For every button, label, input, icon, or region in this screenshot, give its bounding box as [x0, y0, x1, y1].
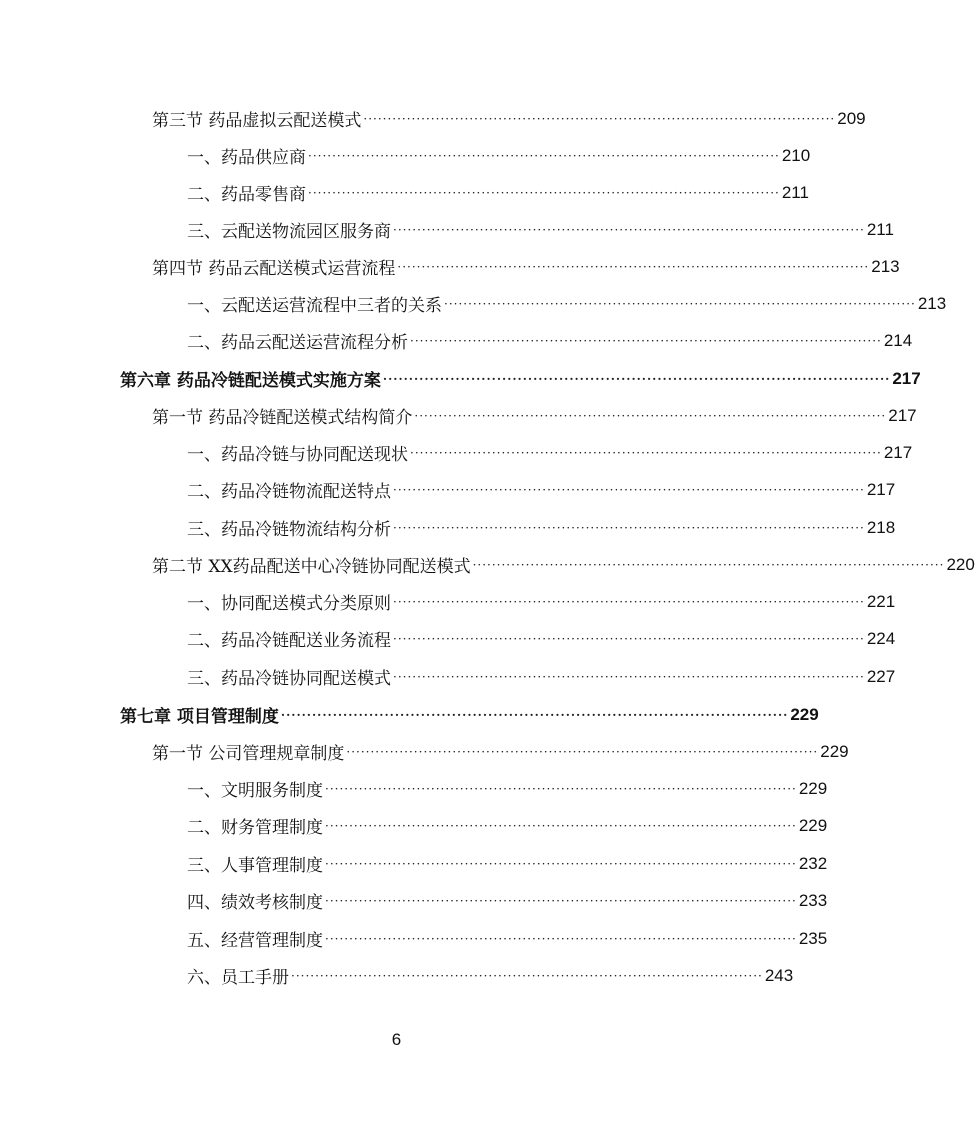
- toc-entry-page: 229: [798, 815, 828, 835]
- toc-entry-page: 217: [888, 405, 917, 425]
- toc-entry-page: 227: [866, 666, 896, 686]
- toc-chapter-entry: [0, 696, 819, 733]
- toc-entry-page: 232: [798, 853, 828, 873]
- toc-entry-title: 六、员工手册: [187, 968, 289, 988]
- toc-leader-dots: ··································································································: [363, 111, 836, 126]
- toc-leader-dots: ··································································································: [393, 482, 865, 497]
- toc-entry-title: 二、药品云配送运营流程分析: [187, 333, 408, 353]
- toc-entry-page: 229: [790, 704, 819, 724]
- toc-leader-dots: ··································································································: [291, 968, 763, 983]
- toc-entry-title: 三、云配送物流园区服务商: [187, 222, 391, 242]
- toc-entry-page: 217: [866, 479, 896, 499]
- toc-entry-title: 一、文明服务制度: [187, 781, 323, 801]
- toc-entry-title: 三、药品冷链协同配送模式: [187, 669, 391, 689]
- toc-entry-page: 243: [764, 965, 794, 985]
- toc-entry: [0, 620, 896, 657]
- toc-entry-title: 三、人事管理制度: [187, 856, 323, 876]
- toc-entry: [0, 845, 828, 882]
- toc-leader-dots: ··································································································: [325, 856, 797, 871]
- toc-leader-dots: ··································································································: [393, 222, 865, 237]
- toc-entry-page: 229: [798, 778, 828, 798]
- toc-leader-dots: ··································································································: [308, 185, 780, 200]
- toc-entry: [0, 174, 809, 211]
- toc-entry: [0, 285, 947, 322]
- toc-entry-page: 217: [892, 368, 921, 388]
- toc-entry-title: 一、协同配送模式分类原则: [187, 594, 391, 614]
- toc-entry-title: 第七章 项目管理制度: [120, 707, 279, 727]
- toc-entry: [0, 920, 828, 957]
- toc-leader-dots: ··································································································: [308, 148, 780, 163]
- page-number: 6: [391, 1030, 402, 1049]
- toc-entry-page: 220: [946, 554, 975, 574]
- toc-entry: [0, 658, 896, 695]
- toc-entry-title: 第二节 XX药品配送中心冷链协同配送模式: [152, 557, 471, 577]
- toc-entry: [0, 882, 828, 919]
- toc-entry-title: 第一节 药品冷链配送模式结构简介: [152, 408, 413, 428]
- toc-entry-title: 第三节 药品虚拟云配送模式: [152, 111, 362, 131]
- toc-entry: [0, 770, 828, 807]
- toc-entry-title: 第一节 公司管理规章制度: [152, 744, 345, 764]
- toc-leader-dots: ··································································································: [472, 557, 945, 572]
- toc-leader-dots: ··································································································: [382, 371, 891, 386]
- toc-leader-dots: ··································································································: [393, 594, 865, 609]
- toc-leader-dots: ··································································································: [393, 520, 865, 535]
- toc-entry: [0, 546, 975, 583]
- toc-entry: [0, 248, 900, 285]
- toc-leader-dots: ··································································································: [325, 931, 797, 946]
- toc-leader-dots: ··································································································: [397, 259, 870, 274]
- toc-entry-title: 二、药品零售商: [187, 185, 306, 205]
- toc-entry-page: 229: [820, 741, 849, 761]
- toc-entry-page: 213: [917, 293, 947, 313]
- toc-leader-dots: ··································································································: [393, 631, 865, 646]
- toc-entry-page: 233: [798, 890, 828, 910]
- toc-leader-dots: ··································································································: [346, 744, 819, 759]
- toc-entry-title: 一、药品冷链与协同配送现状: [187, 445, 408, 465]
- toc-entry-page: 211: [866, 219, 894, 239]
- toc-entry-title: 四、绩效考核制度: [187, 893, 323, 913]
- toc-entry-title: 第六章 药品冷链配送模式实施方案: [120, 371, 381, 391]
- toc-entry-title: 一、药品供应商: [187, 148, 306, 168]
- toc-entry-page: 213: [871, 256, 900, 276]
- toc-entry-title: 三、药品冷链物流结构分析: [187, 520, 391, 540]
- toc-leader-dots: ··································································································: [393, 669, 865, 684]
- toc-entry: [0, 509, 896, 546]
- toc-entry: [0, 807, 828, 844]
- toc-entry: [0, 322, 913, 359]
- toc-leader-dots: ··································································································: [414, 408, 887, 423]
- toc-leader-dots: ··································································································: [444, 296, 916, 311]
- toc-entry-page: 218: [866, 517, 896, 537]
- toc-entry-page: 210: [781, 145, 811, 165]
- toc-entry: [0, 397, 917, 434]
- toc-entry-page: 224: [866, 628, 896, 648]
- toc-entry: [0, 733, 849, 770]
- toc-entry: [0, 211, 894, 248]
- toc-entry-title: 二、药品冷链配送业务流程: [187, 631, 391, 651]
- toc-leader-dots: ··································································································: [325, 781, 797, 796]
- toc-entry-page: 209: [837, 108, 866, 128]
- toc-entry-title: 一、云配送运营流程中三者的关系: [187, 296, 442, 316]
- toc-entry: [0, 957, 793, 994]
- toc-leader-dots: ··································································································: [325, 893, 797, 908]
- toc-chapter-entry: [0, 360, 921, 397]
- toc-leader-dots: ··································································································: [325, 818, 797, 833]
- toc-entry-title: 第四节 药品云配送模式运营流程: [152, 259, 396, 279]
- toc-entry-page: 235: [798, 928, 828, 948]
- toc-leader-dots: ··································································································: [410, 445, 882, 460]
- toc-entry-title: 五、经营管理制度: [187, 931, 323, 951]
- toc-entry-page: 221: [866, 591, 896, 611]
- toc-entry: [0, 137, 811, 174]
- toc-leader-dots: ··································································································: [410, 333, 882, 348]
- toc-entry: [0, 434, 913, 471]
- toc-entry-page: 217: [883, 442, 913, 462]
- toc-entry: [0, 583, 896, 620]
- toc-entry-page: 211: [781, 182, 809, 202]
- toc-leader-dots: ··································································································: [280, 707, 789, 722]
- toc-entry-title: 二、药品冷链物流配送特点: [187, 482, 391, 502]
- toc-entry-title: 二、财务管理制度: [187, 818, 323, 838]
- toc-entry: [0, 471, 896, 508]
- toc-entry: [0, 100, 866, 137]
- toc-entry-page: 214: [883, 330, 913, 350]
